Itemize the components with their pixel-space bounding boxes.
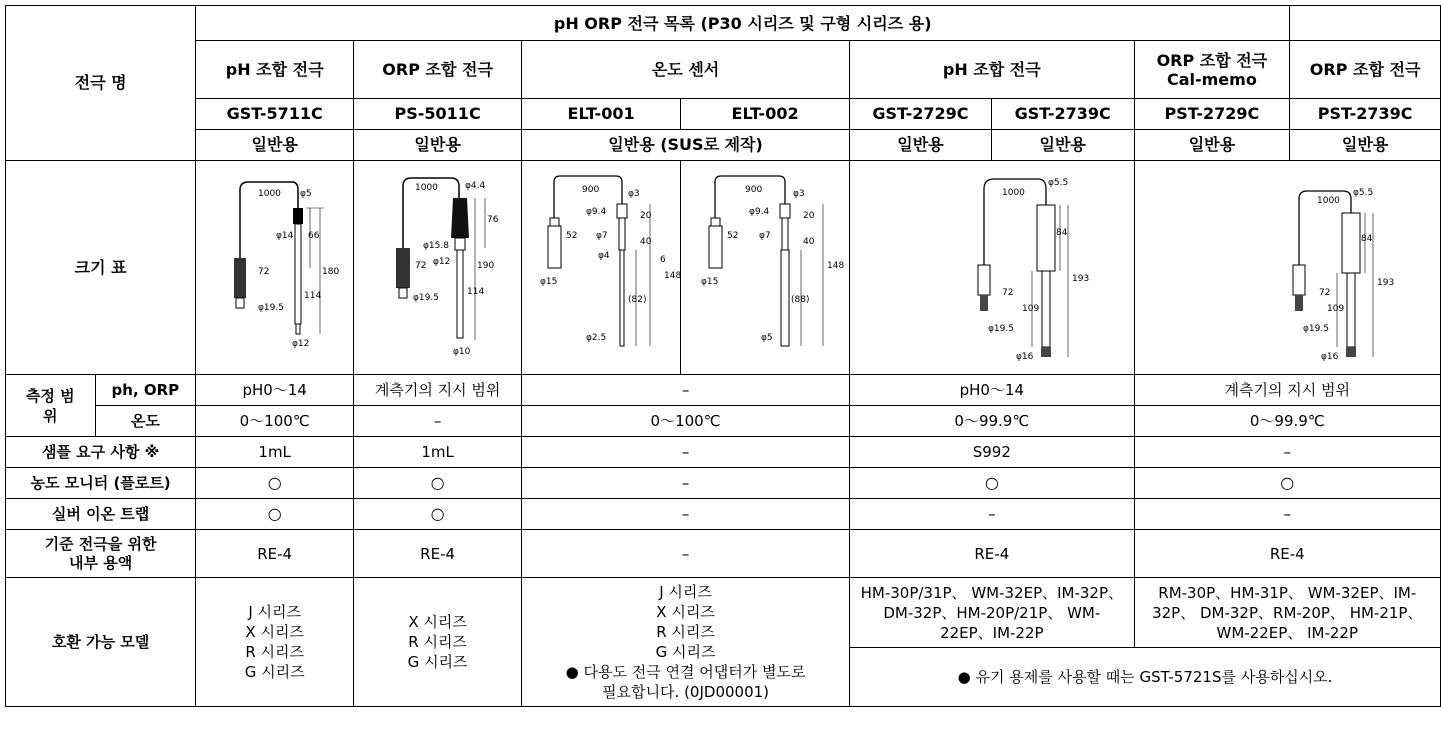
compat-temp-2: R 시리즈 [656,623,715,641]
electrode-drawing-pst27 [1187,165,1395,370]
ref-pst27: RE-4 [1134,530,1440,578]
compat-temp-3: G 시리즈 [655,643,716,661]
dim-gst5711c-4: 72 [257,266,270,277]
dim-elt001-12: φ2.5 [586,332,607,343]
measure-range-label-l2: 위 [43,406,58,425]
diagram-gst5711c [196,161,354,375]
sample-ps5011c: 1mL [354,437,522,468]
silver-gst27: – [850,499,1135,530]
dim-ps5011c-4: φ12 [432,256,450,267]
compat-gst27-l2: DM-32P、HM-20P/21P、 WM- [883,603,1101,622]
compat-gst27-l3: 22EP、IM-22P [940,623,1044,642]
dim-elt001-3: 20 [640,210,652,221]
type-pst2729c [1134,41,1290,99]
ref-gst27: RE-4 [850,530,1135,578]
dim-ps5011c-9: φ10 [452,346,470,357]
ref-label [6,530,196,578]
compat-temp [522,578,850,707]
dim-gst5711c-6: 114 [303,290,321,301]
dim-elt002-5: φ7 [759,230,771,241]
temp-label: 온도 [95,406,196,437]
conc-ps5011c: ○ [354,468,522,499]
dim-elt001-9: 148 [664,270,682,281]
dim-pst27-0: 1000 [1317,196,1341,206]
dim-gst27-5: 109 [1021,304,1039,314]
dim-ps5011c-5: 72 [414,260,427,271]
usage-gst2739c: 일반용 [991,130,1134,161]
ph-orp-temp: – [522,375,850,406]
dim-elt001-4: 52 [566,230,578,241]
conc-gst27: ○ [850,468,1135,499]
ph-orp-gst27: pH0～14 [850,375,1135,406]
sample-gst27: S992 [850,437,1135,468]
ph-orp-ps5011c: 계측기의 지시 범위 [354,375,522,406]
dim-gst27-4: 72 [1001,288,1014,298]
silver-gst5711c: ○ [196,499,354,530]
diagram-ps5011c [354,161,522,375]
dim-gst27-7: φ16 [1015,352,1034,362]
electrode-drawing-ps5011c [363,168,513,368]
temp-gst27: 0～99.9℃ [850,406,1135,437]
ref-temp: – [522,530,850,578]
diagram-gst27 [850,161,1135,375]
dim-gst5711c-1: φ5 [299,188,312,199]
ref-label-l1: 기준 전극을 위한 [44,534,157,553]
temp-temp: 0～100℃ [522,406,850,437]
dim-elt001-10: (82) [628,294,647,305]
dim-elt002-7: 148 [827,260,845,271]
table-title: pH ORP 전극 목록 (P30 시리즈 및 구형 시리즈 용) [196,6,1290,41]
electrode-drawing-elt001 [524,168,682,368]
electrode-drawing-gst27 [892,165,1092,370]
ref-label-l2: 내부 용액 [69,553,133,572]
dim-elt001-1: φ3 [628,188,640,199]
dim-gst27-6: φ19.5 [987,324,1014,334]
dim-elt002-10: φ5 [761,332,773,343]
compat-pst27 [1134,578,1440,648]
dim-elt002-6: 40 [803,236,815,247]
type-ps5011c: ORP 조합 전극 [354,41,522,99]
compat-gst5711c-2: R 시리즈 [245,643,304,661]
diagram-pst27 [1134,161,1440,375]
dim-elt002-4: 52 [727,230,739,241]
usage-pst2739c: 일반용 [1290,130,1441,161]
type-pst2729c-line1: ORP 조합 전극 [1156,50,1268,70]
model-elt001: ELT-001 [522,99,681,130]
usage-temp-sensor: 일반용 (SUS로 제작) [522,130,850,161]
diagram-elt001 [522,161,681,375]
electrode-drawing-elt002 [683,168,847,368]
sample-pst27: – [1134,437,1440,468]
dim-pst27-6: φ19.5 [1303,324,1330,334]
silver-label: 실버 이온 트랩 [6,499,196,530]
sample-temp: – [522,437,850,468]
size-label: 크기 표 [6,161,196,375]
dim-pst27-7: φ16 [1321,352,1339,362]
temp-gst5711c: 0～100℃ [196,406,354,437]
type-gst27: pH 조합 전극 [850,41,1135,99]
compat-temp-note-l2: 필요합니다. (0JD00001) [602,683,770,701]
compat-pst27-l2: 32P、 DM-32P、RM-20P、 HM-21P、 [1152,603,1423,622]
dim-elt002-2: φ9.4 [749,206,770,217]
electrode-drawing-gst5711c [200,168,350,368]
model-gst2739c: GST-2739C [991,99,1134,130]
silver-ps5011c: ○ [354,499,522,530]
dim-elt001-7: φ4 [598,250,610,261]
dim-ps5011c-0: 1000 [414,182,438,193]
conc-gst5711c: ○ [196,468,354,499]
dim-gst5711c-8: φ12 [291,338,310,349]
ph-orp-pst27: 계측기의 지시 범위 [1134,375,1440,406]
dim-elt002-1: φ3 [793,188,805,199]
usage-gst5711c: 일반용 [196,130,354,161]
type-gst5711c: pH 조합 전극 [196,41,354,99]
dim-gst5711c-2: φ14 [275,230,294,241]
measure-range-label [6,375,96,437]
compat-gst5711c-1: X 시리즈 [245,623,304,641]
dim-gst5711c-0: 1000 [257,188,281,199]
dim-elt002-8: (88) [791,294,810,305]
electrode-list-table [5,5,1441,707]
dim-gst5711c-5: 180 [321,266,339,277]
model-pst2739c: PST-2739C [1290,99,1441,130]
compat-ps5011c-1: R 시리즈 [408,633,467,651]
usage-pst2729c: 일반용 [1134,130,1290,161]
dim-gst5711c-3: 66 [307,230,320,241]
dim-ps5011c-6: 190 [476,260,494,271]
dim-elt001-2: φ9.4 [586,206,607,217]
electrode-name-label: 전극 명 [6,6,196,161]
usage-ps5011c: 일반용 [354,130,522,161]
dim-gst27-2: 84 [1055,228,1068,238]
model-elt002: ELT-002 [681,99,850,130]
dim-pst27-3: 193 [1377,278,1395,288]
dim-elt001-5: φ7 [596,230,608,241]
dim-elt002-9: φ15 [701,276,719,287]
dim-ps5011c-8: φ19.5 [412,292,439,303]
dim-pst27-4: 72 [1319,288,1331,298]
dim-elt001-8: 6 [660,254,666,265]
conc-label: 농도 모니터 (플로트) [6,468,196,499]
silver-temp: – [522,499,850,530]
conc-temp: – [522,468,850,499]
compat-gst5711c-3: G 시리즈 [244,663,305,681]
dim-pst27-1: φ5.5 [1353,188,1374,198]
compat-label: 호환 가능 모델 [6,578,196,707]
model-pst2729c: PST-2729C [1134,99,1290,130]
dim-gst5711c-7: φ19.5 [257,302,284,313]
compat-temp-1: X 시리즈 [656,603,715,621]
compat-note-bottom: ● 유기 용제를 사용할 때는 GST-5721S를 사용하십시오. [850,648,1441,707]
dim-gst27-0: 1000 [1001,188,1025,198]
compat-ps5011c [354,578,522,707]
usage-gst2729c: 일반용 [850,130,992,161]
dim-ps5011c-7: 114 [466,286,484,297]
temp-ps5011c: – [354,406,522,437]
conc-pst27: ○ [1134,468,1440,499]
type-pst2739c: ORP 조합 전극 [1290,41,1441,99]
model-ps5011c: PS-5011C [354,99,522,130]
type-temp-sensor: 온도 센서 [522,41,850,99]
dim-ps5011c-2: 76 [486,214,499,225]
sample-gst5711c: 1mL [196,437,354,468]
silver-pst27: – [1134,499,1440,530]
dim-elt001-6: 40 [640,236,652,247]
title-corner-cell [1290,6,1441,41]
dim-elt001-0: 900 [582,184,600,195]
compat-ps5011c-2: G 시리즈 [407,653,468,671]
dim-ps5011c-1: φ4.4 [464,180,485,191]
compat-pst27-l1: RM-30P、HM-31P、 WM-32EP、IM- [1158,583,1417,602]
dim-elt002-3: 20 [803,210,815,221]
compat-pst27-l3: WM-22EP、 IM-22P [1216,623,1359,642]
ph-orp-label: ph, ORP [95,375,196,406]
compat-gst27-l1: HM-30P/31P、 WM-32EP、IM-32P、 [860,583,1124,602]
model-gst2729c: GST-2729C [850,99,992,130]
measure-range-label-l1: 측정 범 [25,386,75,405]
ref-ps5011c: RE-4 [354,530,522,578]
type-pst2729c-line2: Cal-memo [1166,69,1257,89]
dim-ps5011c-3: φ15.8 [422,240,449,251]
ph-orp-gst5711c: pH0～14 [196,375,354,406]
compat-gst5711c-0: J 시리즈 [248,603,301,621]
dim-elt002-0: 900 [745,184,763,195]
sample-label: 샘플 요구 사항 ※ [6,437,196,468]
diagram-elt002 [681,161,850,375]
dim-pst27-2: 84 [1361,234,1373,244]
model-gst5711c: GST-5711C [196,99,354,130]
dim-gst27-1: φ5.5 [1047,178,1069,188]
compat-temp-0: J 시리즈 [659,583,712,601]
compat-gst27 [850,578,1135,648]
ref-gst5711c: RE-4 [196,530,354,578]
temp-pst27: 0～99.9℃ [1134,406,1440,437]
compat-gst5711c [196,578,354,707]
dim-pst27-5: 109 [1327,304,1345,314]
dim-gst27-3: 193 [1071,274,1089,284]
compat-temp-note-l1: ● 다용도 전극 연결 어댑터가 별도로 [565,663,806,681]
dim-elt001-11: φ15 [540,276,558,287]
compat-ps5011c-0: X 시리즈 [408,613,467,631]
